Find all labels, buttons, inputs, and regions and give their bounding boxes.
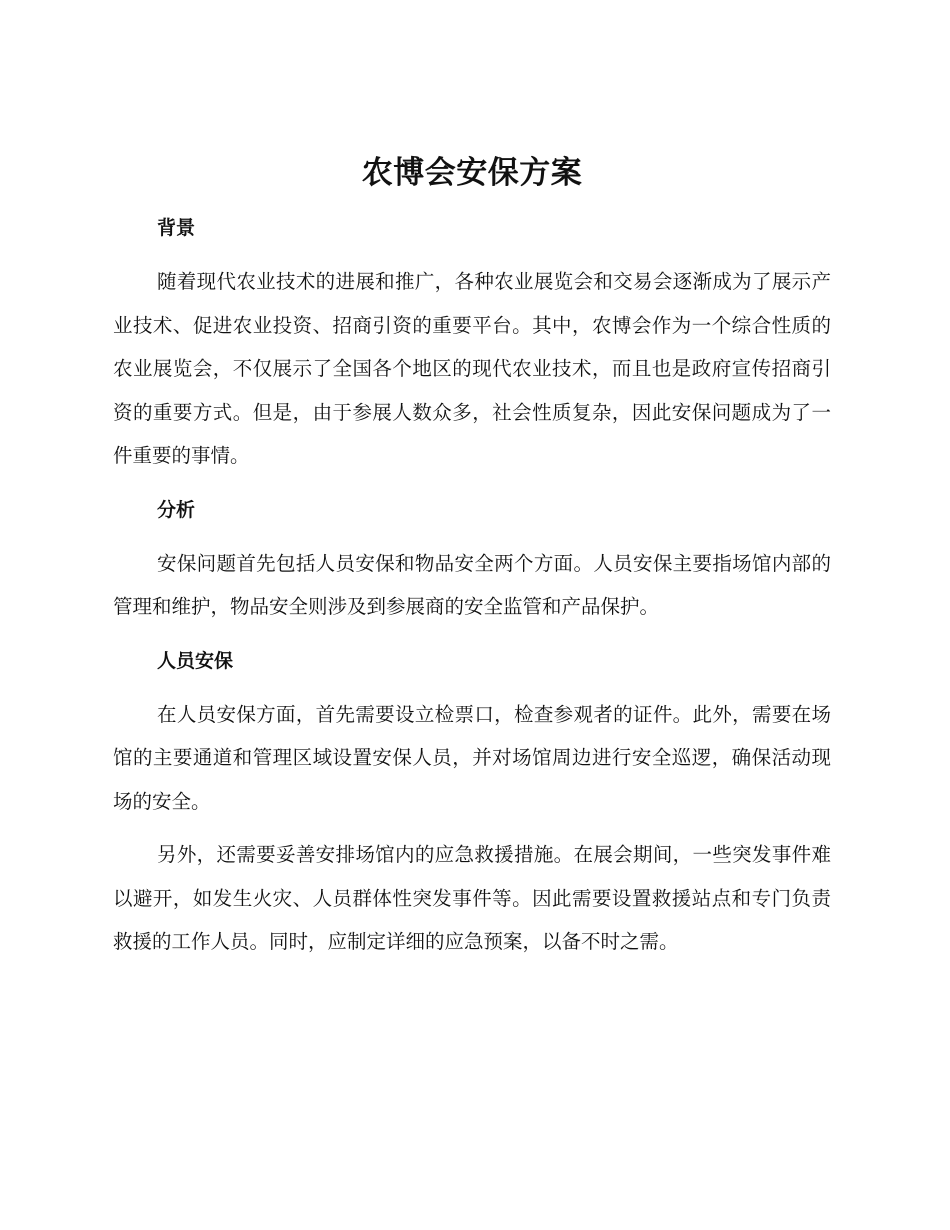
paragraph-analysis: 安保问题首先包括人员安保和物品安全两个方面。人员安保主要指场馆内部的管理和维护，物品安全则涉及到参展商的安全监管和产品保护。 [113, 551, 831, 618]
paragraph-background: 随着现代农业技术的进展和推广，各种农业展览会和交易会逐渐成为了展示产业技术、促进农业投资、招商引资的重要平台。其中，农博会作为一个综合性质的农业展览会，不仅展示了全国各个地区的现代农业技术，而且也是政府宣传招商引资的重要方式。但是，由于参展人数众多，社会性质复杂，因此安保问题成为了一件重要的事情。 [113, 270, 831, 467]
section-heading-analysis: 分析 [157, 498, 196, 521]
document-title: 农博会安保方案 [361, 155, 583, 191]
paragraph-personnel-security-2: 另外，还需要妥善安排场馆内的应急救援措施。在展会期间，一些突发事件难以避开，如发生火灾、人员群体性突发事件等。因此需要设置救援站点和专门负责救援的工作人员。同时，应制定详细的应急预案，以备不时之需。 [113, 843, 831, 953]
document-body [113, 148, 831, 964]
paragraph-personnel-security-1: 在人员安保方面，首先需要设立检票口，检查参观者的证件。此外，需要在场馆的主要通道和管理区域设置安保人员，并对场馆周边进行安全巡逻，确保活动现场的安全。 [113, 702, 831, 813]
section-heading-personnel-security: 人员安保 [157, 649, 234, 672]
section-heading-background: 背景 [157, 217, 196, 239]
